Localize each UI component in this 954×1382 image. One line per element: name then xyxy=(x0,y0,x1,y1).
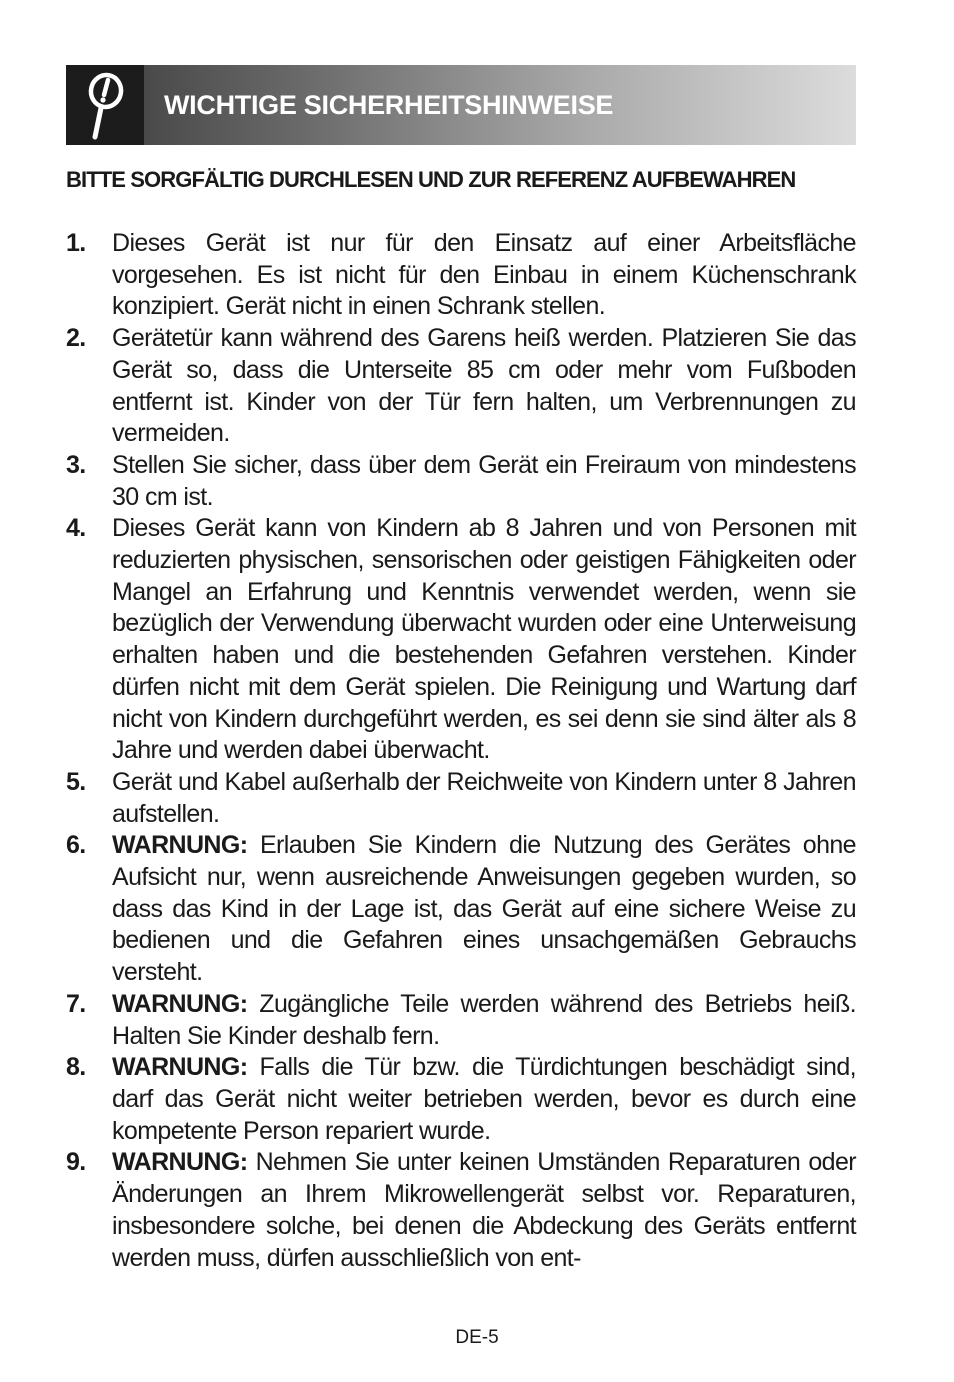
item-text: Falls die Tür bzw. die Türdichtungen beschädigt sind, darf das Gerät nicht weiter betrieben werden, bevor es durch eine kompetente Person repariert wurde. xyxy=(112,1053,856,1145)
safety-info-icon xyxy=(66,65,144,145)
item-text: Gerät und Kabel außerhalb der Reichweite von Kindern unter 8 Jahren aufstellen. xyxy=(112,767,856,828)
list-item xyxy=(66,513,856,767)
section-title: WICHTIGE SICHERHEITSHINWEISE xyxy=(164,90,614,120)
list-item xyxy=(66,830,856,989)
item-text: Dieses Gerät kann von Kindern ab 8 Jahren und von Personen mit reduzierten physischen, sensorischen oder geistigen Fähigkeiten oder Mangel an Erfahrung und Kenntnis verwendet werden, wenn sie bezüglich der Verwendung überwacht wurden oder eine Unterweisung erhalten haben und die bestehenden Gefahren verstehen. Kinder dürfen nicht mit dem Gerät spielen. Die Reinigung und Wartung darf nicht von Kindern durchgeführt werden, es sei denn sie sind älter als 8 Jahre und werden dabei überwacht. xyxy=(112,514,856,765)
list-item xyxy=(66,1052,856,1147)
item-text: Nehmen Sie unter keinen Umständen Reparaturen oder Änderungen an Ihrem Mikrowellengerät selbst vor. Reparaturen, insbesondere solche, bei denen die Abdeckung des Geräts entfernt werden muss, dürfen ausschließlich von ent- xyxy=(112,1148,856,1272)
item-number: 3. xyxy=(66,450,86,479)
item-number: 6. xyxy=(66,831,86,860)
page-number: DE-5 xyxy=(455,1327,499,1348)
item-text: Zugängliche Teile werden während des Betriebs heiß. Halten Sie Kinder deshalb fern. xyxy=(112,989,856,1050)
item-number: 2. xyxy=(66,324,86,353)
item-number: 5. xyxy=(66,767,86,796)
item-number: 1. xyxy=(66,229,86,257)
item-number: 9. xyxy=(66,1148,86,1177)
item-text: Erlauben Sie Kindern die Nutzung des Gerätes ohne Aufsicht nur, wenn ausreichende Anweisungen gegeben wurden, so dass das Kind in der Lage ist, das Gerät auf eine sichere Weise zu bedienen und die Gefahren eines unsachgemäßen Gebrauchs versteht. xyxy=(112,831,856,987)
safety-instructions-list xyxy=(66,228,856,1274)
list-item xyxy=(66,450,856,513)
list-item xyxy=(66,323,856,450)
list-item xyxy=(66,767,856,830)
item-text: Dieses Gerät ist nur für den Einsatz auf einer Arbeitsfläche vorgesehen. Es ist nicht für den Einbau in einem Küchenschrank konzipiert. Gerät nicht in einen Schrank stellen. xyxy=(112,229,856,321)
list-item xyxy=(66,989,856,1052)
item-warning: WARNUNG: xyxy=(112,1148,248,1177)
list-item xyxy=(66,228,856,323)
item-warning: WARNUNG: xyxy=(112,831,248,860)
item-warning: WARNUNG: xyxy=(112,1053,248,1082)
item-number: 7. xyxy=(66,989,86,1018)
item-text: Stellen Sie sicher, dass über dem Gerät ein Freiraum von mindestens 30 cm ist. xyxy=(112,450,856,511)
section-header xyxy=(66,65,856,145)
subtitle: BITTE SORGFÄLTIG DURCHLESEN UND ZUR REFERENZ AUFBEWAHREN xyxy=(66,167,796,192)
list-item xyxy=(66,1147,856,1274)
item-warning: WARNUNG: xyxy=(112,989,248,1018)
item-text: Gerätetür kann während des Garens heiß werden. Platzieren Sie das Gerät so, dass die Unterseite 85 cm oder mehr vom Fußboden entfernt ist. Kinder von der Tür fern halten, um Verbrennungen zu vermeiden. xyxy=(112,324,856,448)
item-number: 8. xyxy=(66,1053,86,1082)
item-number: 4. xyxy=(66,514,86,543)
